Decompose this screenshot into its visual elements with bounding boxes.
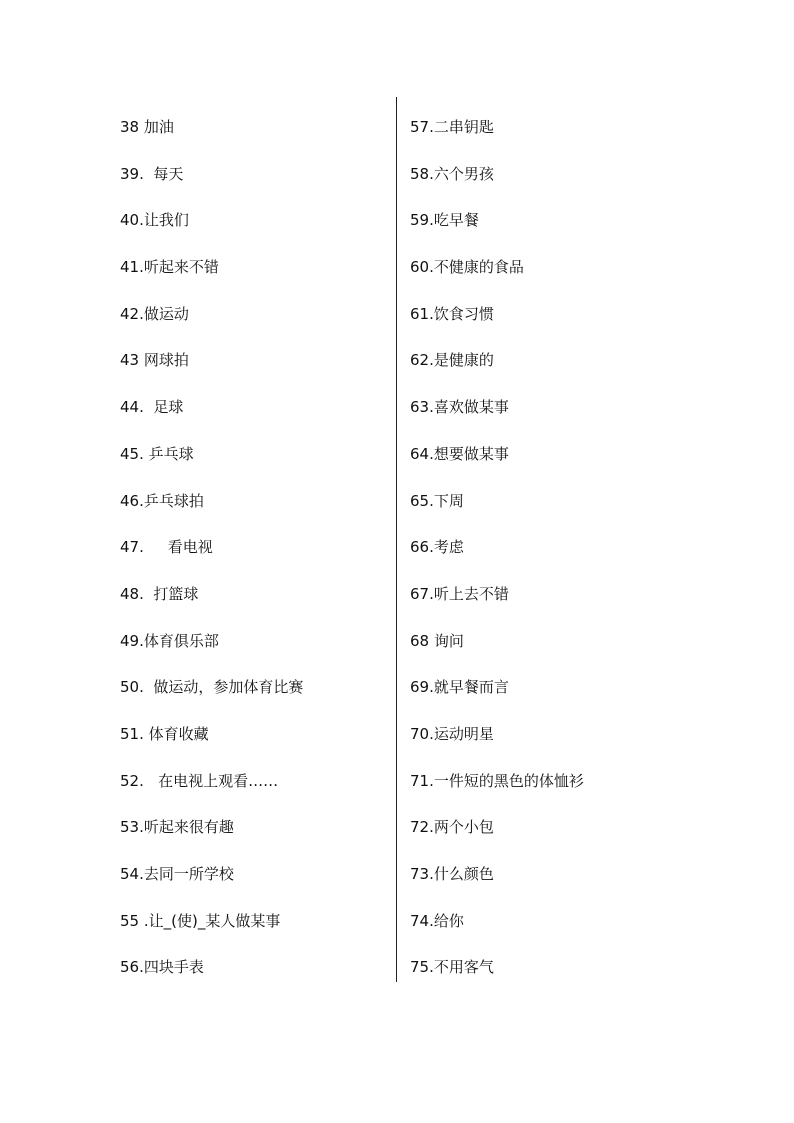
right-vocabulary-list (410, 104, 710, 991)
list-item: 70.运动明星 (410, 724, 494, 743)
list-item: 48. 打篮球 (120, 584, 199, 603)
list-item: 50. 做运动，参加体育比赛 (120, 678, 304, 697)
list-item: 69.就早餐而言 (410, 678, 509, 697)
list-item: 53.听起来很有趣 (120, 818, 234, 837)
list-item: 67.听上去不错 (410, 584, 509, 603)
list-item: 73.什么颜色 (410, 865, 494, 883)
list-item: 63.喜欢做某事 (410, 398, 509, 417)
list-item: 74.给你 (410, 911, 464, 930)
list-item: 47. 看电视 (120, 538, 213, 557)
list-item: 56.四块手表 (120, 958, 204, 977)
list-item: 43 网球拍 (120, 351, 189, 370)
list-item: 62.是健康的 (410, 351, 494, 370)
list-item: 64.想要做某事 (410, 444, 509, 463)
list-item: 58.六个男孩 (410, 164, 494, 183)
list-item: 39. 每天 (120, 164, 184, 183)
list-item: 49.体育俱乐部 (120, 631, 219, 650)
list-item: 65.下周 (410, 491, 464, 510)
list-item: 66.考虑 (410, 538, 464, 557)
list-item: 38 加油 (120, 118, 174, 136)
list-item: 40.让我们 (120, 211, 189, 230)
list-item: 75.不用客气 (410, 958, 494, 977)
list-item: 72.两个小包 (410, 818, 494, 837)
list-item: 54.去同一所学校 (120, 865, 234, 883)
left-vocabulary-list (120, 104, 390, 991)
list-item: 61.饮食习惯 (410, 304, 494, 323)
column-divider (396, 97, 397, 982)
list-item: 46.乒乓球拍 (120, 491, 204, 510)
list-item: 45. 乒乓球 (120, 444, 194, 463)
list-item: 60.不健康的食品 (410, 258, 524, 277)
list-item: 42.做运动 (120, 304, 189, 323)
list-item: 44. 足球 (120, 398, 184, 417)
list-item: 57.二串钥匙 (410, 118, 494, 136)
list-item: 41.听起来不错 (120, 258, 219, 277)
list-item: 51. 体育收藏 (120, 724, 209, 743)
list-item: 59.吃早餐 (410, 211, 479, 230)
list-item: 55 .让_(使)_某人做某事 (120, 911, 281, 930)
list-item: 68 询问 (410, 631, 464, 650)
list-item: 71.一件短的黑色的体恤衫 (410, 771, 584, 790)
list-item: 52. 在电视上观看…… (120, 771, 279, 790)
